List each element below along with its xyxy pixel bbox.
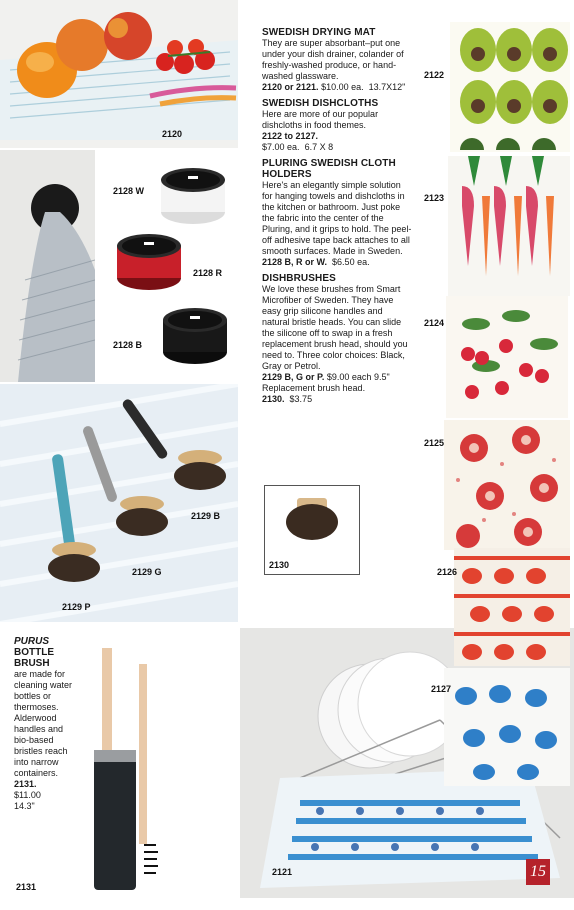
label-2129g: 2129 G (132, 567, 162, 577)
label-2130: 2130 (269, 560, 290, 570)
towel-on-pluring (0, 150, 95, 382)
bottle-brush-title-italic: PURUS (14, 636, 50, 647)
radish-pattern (448, 156, 570, 296)
dishcloth-2127 (444, 668, 570, 786)
dishbrushes-title: DISHBRUSHES (262, 273, 336, 284)
dishbrushes-replacement-code: 2130. (262, 394, 285, 404)
dishcloths-codes: 2122 to 2127. (262, 131, 319, 141)
page-number: 15 (526, 859, 550, 885)
label-2128r: 2128 R (193, 268, 223, 278)
dishbrush-photo (0, 384, 238, 622)
replacement-head-box (264, 485, 360, 575)
drying-mat-size: 13.7X12" (368, 82, 406, 92)
produce-illustration (0, 0, 238, 148)
pluring-price: $6.50 ea. (332, 257, 370, 267)
dishcloth-2126 (454, 548, 570, 666)
label-2124: 2124 (424, 318, 445, 328)
label-2129b: 2129 B (191, 511, 221, 521)
label-2127: 2127 (431, 684, 452, 694)
label-2121: 2121 (272, 867, 293, 877)
dishcloth-2123 (448, 156, 570, 296)
label-2123: 2123 (424, 193, 445, 203)
dishbrushes-desc: We love these brushes from Smart Microfiber of Sweden. They have easy grip silicone handles and natural bristle heads. You can slide the silicone off to swap in a fresh replacement brush head, should you need to. Three color choices: Black, Gray or Petrol. (262, 284, 408, 371)
dishcloths-desc: Here are more of our popular dishcloths in food themes. (262, 109, 379, 130)
label-2131: 2131 (16, 882, 37, 892)
bird-pattern-blue (444, 668, 570, 786)
dishbrushes-price: $9.00 each (326, 372, 372, 382)
avocado-pattern (450, 22, 570, 152)
label-2126: 2126 (437, 567, 458, 577)
dishbrushes-replacement: Replacement brush head. (262, 383, 366, 393)
pluring-black (160, 306, 230, 371)
pluring-red (114, 232, 184, 297)
drying-mat-title: SWEDISH DRYING MAT (262, 27, 376, 38)
drying-mat-desc: They are super absorbant–put one under your dish drainer, colander of freshly-washed produce, or hand-washed glassware. (262, 38, 404, 81)
bottle-brush-title: BOTTLE BRUSH (14, 647, 54, 669)
pomegranate-pattern (444, 420, 570, 550)
label-2122: 2122 (424, 70, 445, 80)
dishcloth-2124 (446, 296, 568, 418)
pluring-photo (0, 150, 95, 382)
bird-pattern-red (454, 548, 570, 666)
product-copy-column (262, 27, 412, 405)
dishcloth-2125 (444, 420, 570, 550)
drying-mat-photo (0, 0, 238, 148)
dishcloth-2122 (450, 22, 570, 152)
bottle-and-brushes (84, 630, 234, 896)
label-2128w: 2128 W (113, 186, 145, 196)
pluring-desc: Here's an elegantly simple solution for hanging towels and dishcloths in the kitchen or bathroom. Just poke the fabric into the center of the Pluring, and it grips to hold. The peel-off adhesive tape back attaches to all smooth surfaces. Made in Sweden. (262, 180, 412, 256)
label-2129p: 2129 P (62, 602, 91, 612)
dishcloths-size: 6.7 X 8 (304, 142, 334, 152)
drying-mat-codes: 2120 or 2121. (262, 82, 319, 92)
dishbrushes-illustration (0, 384, 238, 622)
bottle-brush-code: 2131. (14, 779, 37, 789)
pluring-codes: 2128 B, R or W. (262, 257, 328, 267)
label-2125: 2125 (424, 438, 445, 448)
label-2128b: 2128 B (113, 340, 143, 350)
dishcloths-title: SWEDISH DISHCLOTHS (262, 98, 379, 109)
cherry-pattern (446, 296, 568, 418)
bottle-brush-desc: are made for cleaning water bottles or thermoses. Alderwood handles and bio-based bristles reach into narrow containers. (14, 669, 73, 778)
pluring-title: PLURING SWEDISH CLOTH HOLDERS (262, 158, 396, 180)
label-2120: 2120 (162, 129, 183, 139)
dishcloths-price: $7.00 ea. (262, 142, 300, 152)
dishbrushes-replacement-price: $3.75 (289, 394, 313, 404)
bottle-brush-copy (14, 636, 80, 812)
dishbrushes-codes: 2129 B, G or P. (262, 372, 325, 382)
brush-head-image (265, 486, 359, 556)
bottle-brush-photo (84, 630, 234, 896)
bottle-brush-price: $11.00 (14, 790, 41, 800)
pluring-white (158, 166, 228, 231)
dishbrushes-size: 9.5" (373, 372, 390, 382)
bottle-brush-size: 14.3" (14, 801, 35, 811)
drying-mat-price: $10.00 ea. (321, 82, 364, 92)
